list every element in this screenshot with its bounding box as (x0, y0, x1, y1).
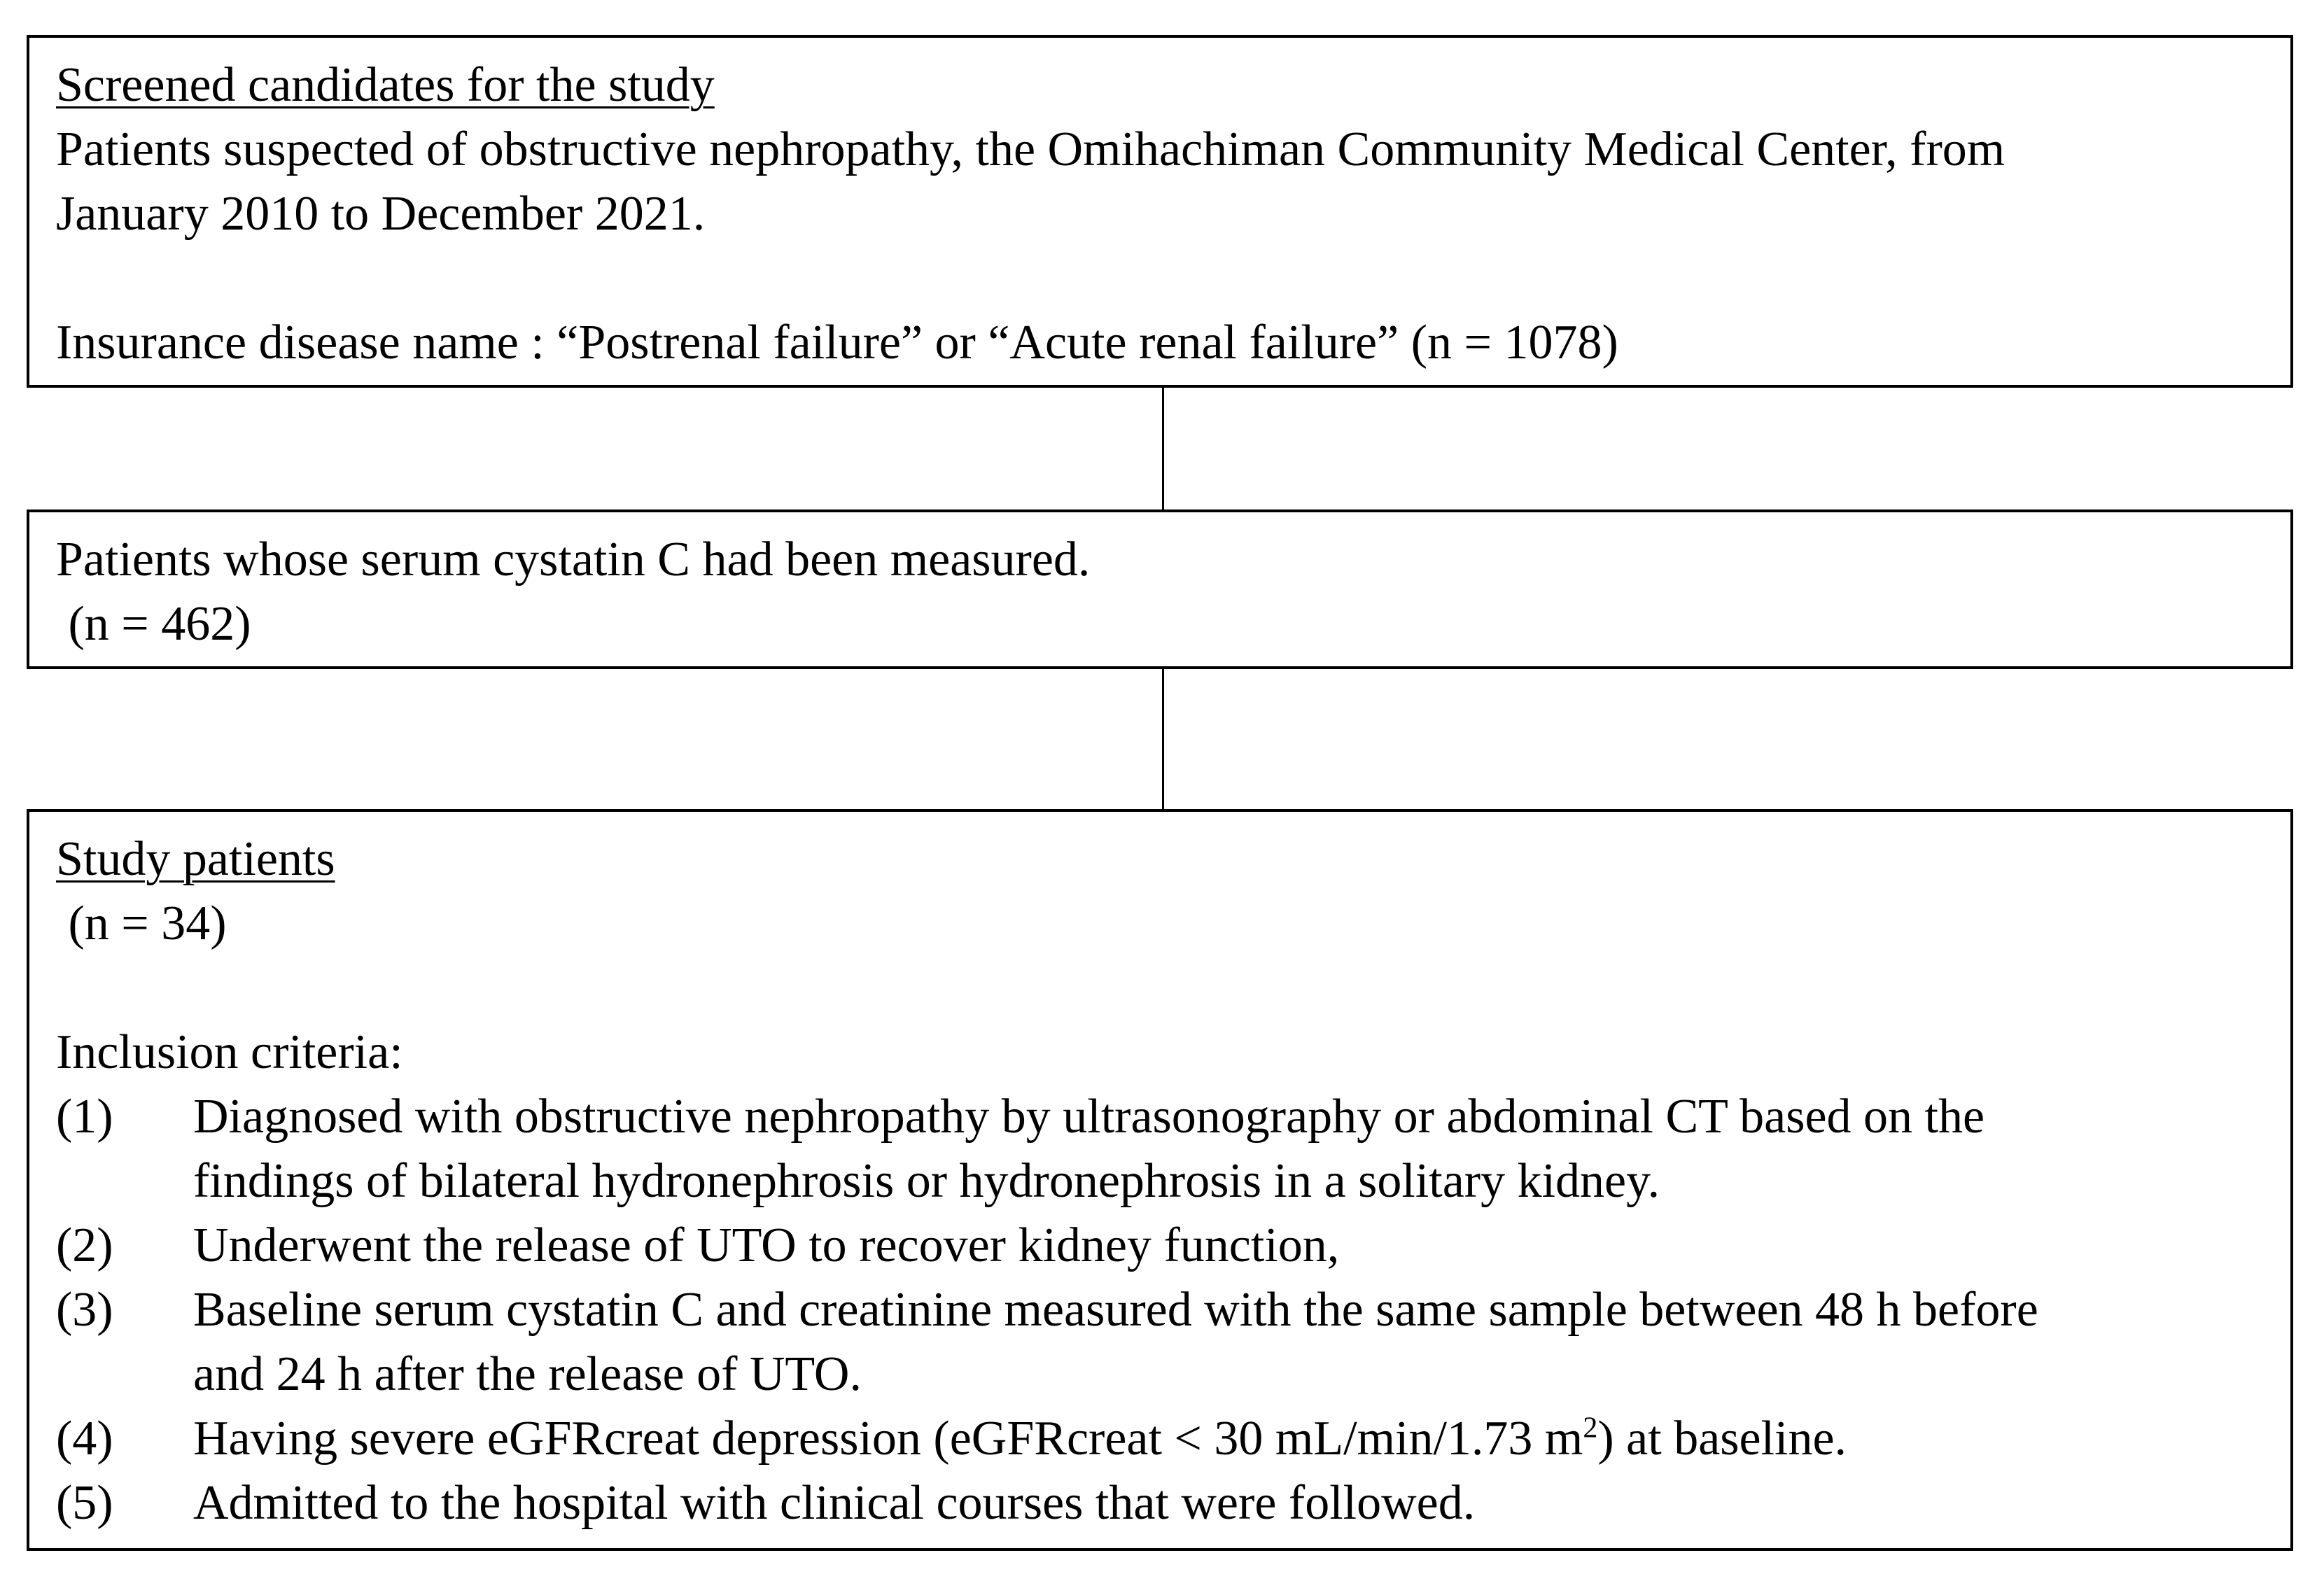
criterion-number: (1) (56, 1090, 113, 1144)
criterion-text-cont: findings of bilateral hydronephrosis or hydronephrosis in a solitary kidney. (193, 1154, 1660, 1208)
criterion-text: Baseline serum cystatin C and creatinine measured with the same sample between 48 h before (193, 1283, 2038, 1337)
connector-line-1 (1162, 388, 1164, 510)
cystatin-measured-text: Patients whose serum cystatin C had been measured. (56, 533, 1091, 586)
study-patients-box (27, 809, 2293, 1551)
criterion-text (193, 1407, 2265, 1471)
criterion-number: (4) (56, 1412, 113, 1466)
inclusion-criteria-title: Inclusion criteria: (56, 1025, 403, 1079)
screened-description-line2: January 2010 to December 2021. (56, 187, 706, 241)
study-patients-heading: Study patients (56, 832, 335, 886)
criterion-text-pre: Having severe eGFRcreat depression (eGFRcreat < 30 mL/min/1.73 m (193, 1412, 1583, 1466)
superscript-2: 2 (1583, 1412, 1598, 1445)
connector-line-2 (1162, 669, 1164, 809)
criterion-text: Admitted to the hospital with clinical courses that were followed. (193, 1476, 1476, 1530)
screened-description-line1: Patients suspected of obstructive nephropathy, the Omihachiman Community Medical Center, from (56, 122, 2005, 176)
criterion-number: (3) (56, 1283, 113, 1337)
cystatin-measured-count: (n = 462) (56, 597, 251, 651)
criterion-number: (5) (56, 1476, 113, 1530)
criterion-text: Underwent the release of UTO to recover kidney function, (193, 1218, 1340, 1272)
insurance-disease-criteria: Insurance disease name : “Postrenal failure” or “Acute renal failure” (n = 1078) (56, 316, 1618, 370)
criterion-text-cont: and 24 h after the release of UTO. (193, 1347, 862, 1401)
criterion-text-post: ) at baseline. (1597, 1412, 1847, 1466)
study-patients-count: (n = 34) (56, 897, 227, 950)
screened-heading: Screened candidates for the study (56, 58, 715, 112)
criterion-text: Diagnosed with obstructive nephropathy by ultrasonography or abdominal CT based on the (193, 1090, 1985, 1144)
cystatin-measured-box (27, 510, 2293, 669)
criterion-number: (2) (56, 1218, 113, 1272)
screened-candidates-box (27, 35, 2293, 388)
